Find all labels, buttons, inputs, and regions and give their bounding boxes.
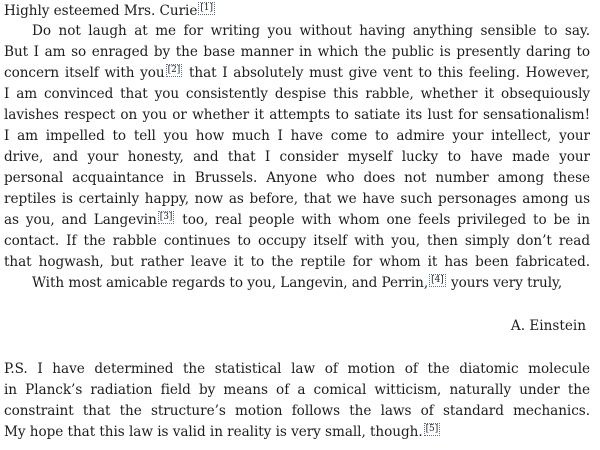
paragraph-line-8: personal acquaintance in Brussels. Anyone who does not number among these: [4, 170, 590, 186]
paragraph-line-6: I am impelled to tell you how much I have come to admire your intellect, your: [4, 128, 590, 144]
closing-line: With most amicable regards to you, Langevin, and Perrin, [4] yours very truly,: [32, 275, 563, 291]
paragraph-line-11: contact. If the rabble continues to occupy itself with you, then simply don’t read: [4, 233, 590, 249]
footnote-link-5[interactable]: [5]: [425, 424, 439, 434]
salutation-line: [4, 1, 590, 21]
footnote-link-1[interactable]: [1]: [200, 3, 213, 13]
paragraph-line-7: drive, and your honesty, and that I consider myself lucky to have made your: [4, 149, 590, 165]
paragraph-line-5: lavishes respect on you or whether it attempts to satiate its lust for sensationalism!: [4, 107, 590, 123]
paragraph-line-2: But I am so enraged by the base manner in which the public is presently daring to: [4, 44, 590, 60]
footnote-link-2[interactable]: [2]: [167, 65, 181, 75]
ps-line-4: My hope that this law is valid in reality is very small, though. [5]: [4, 424, 439, 440]
signature: A. Einstein: [510, 318, 586, 334]
paragraph-line-4: I am convinced that you consistently despise this rabble, whether it obsequiously: [4, 86, 590, 102]
ps-line-1: P.S. I have determined the statistical law of motion of the diatomic molecule: [4, 361, 590, 377]
ps-line-3: constraint that the structure’s motion follows the laws of standard mechanics.: [4, 403, 590, 419]
paragraph-line-12: that hogwash, but rather leave it to the reptile for whom it has been fabricated.: [4, 254, 590, 270]
ps-line-2: in Planck’s radiation field by means of a comical witticism, naturally under the: [4, 382, 590, 398]
paragraph-line-3: concern itself with you [2] that I absolutely must give vent to this feeling. However,: [4, 65, 590, 81]
paragraph-line-9: reptiles is certainly happy, now as before, that we have such personages among us: [4, 191, 590, 207]
salutation: Highly esteemed Mrs. Curie: [4, 3, 198, 19]
paragraph-line-10: as you, and Langevin [3] too, real people with whom one feels privileged to be in: [4, 212, 590, 228]
paragraph-line-1: Do not laugh at me for writing you without having anything sensible to say.: [32, 23, 590, 39]
footnote-link-3[interactable]: [3]: [159, 212, 173, 222]
footnote-link-4[interactable]: [4]: [431, 275, 444, 285]
